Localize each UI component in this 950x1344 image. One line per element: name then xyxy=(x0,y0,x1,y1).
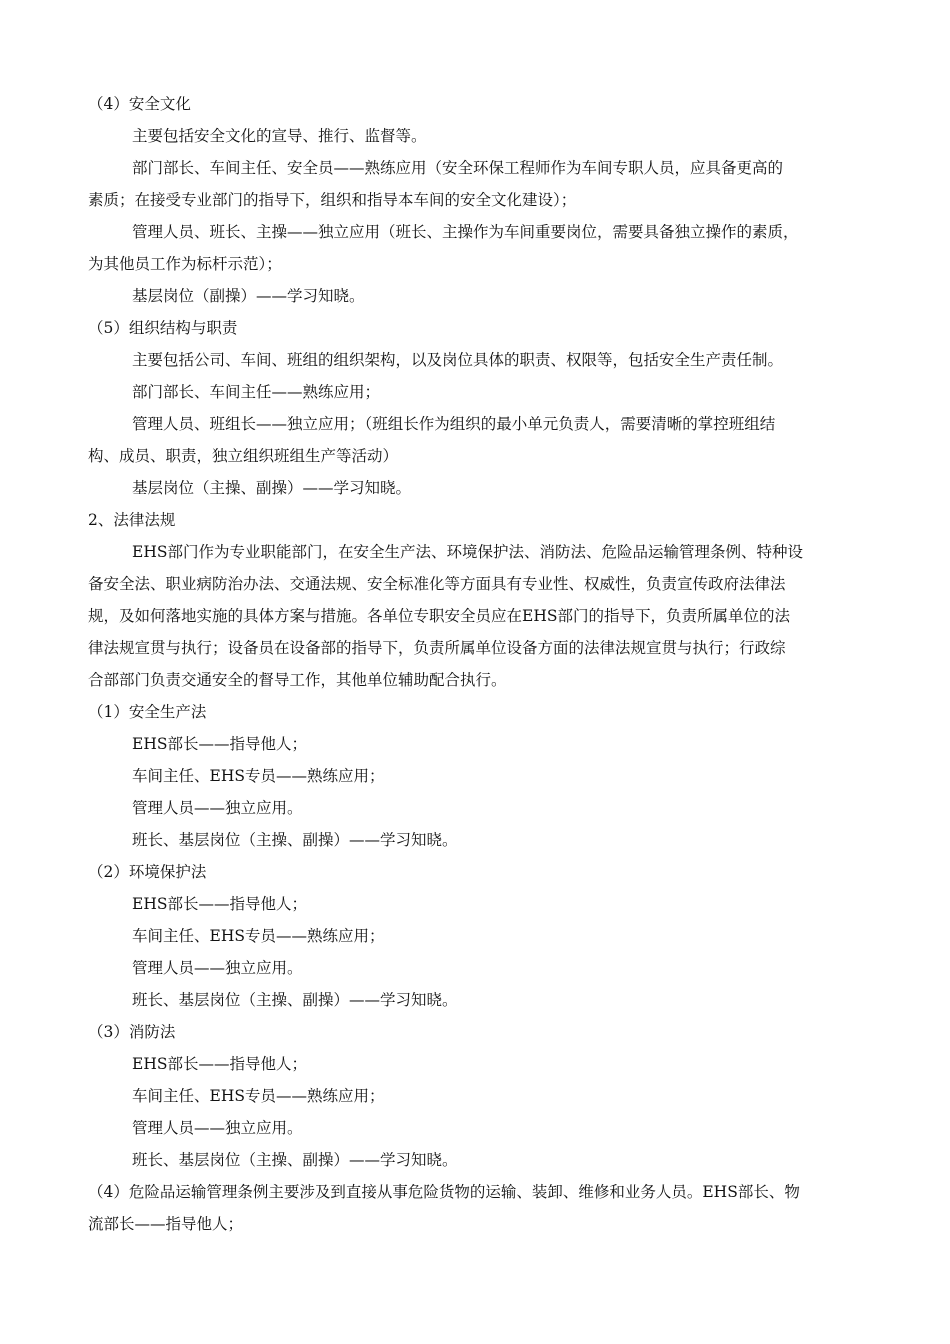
section-heading: 2、法律法规 xyxy=(88,511,176,529)
text-line: EHS部门作为专业职能部门，在安全生产法、环境保护法、消防法、危险品运输管理条例、特种设 xyxy=(132,543,803,561)
text-line: 车间主任、EHS专员——熟练应用； xyxy=(132,1087,385,1105)
text-line: 部门部长、车间主任、安全员——熟练应用（安全环保工程师作为车间专职人员，应具备更高的 xyxy=(132,159,784,177)
text-line: 基层岗位（主操、副操）——学习知晓。 xyxy=(132,479,412,497)
text-line: 车间主任、EHS专员——熟练应用； xyxy=(132,927,385,945)
section-heading: （2）环境保护法 xyxy=(88,863,207,881)
text-line: 班长、基层岗位（主操、副操）——学习知晓。 xyxy=(132,831,458,849)
text-line: 管理人员——独立应用。 xyxy=(132,799,303,817)
section-heading: （1）安全生产法 xyxy=(88,703,207,721)
text-line: 合部部门负责交通安全的督导工作，其他单位辅助配合执行。 xyxy=(88,671,507,689)
text-line: 为其他员工作为标杆示范）； xyxy=(88,255,282,273)
section-heading: （4）安全文化 xyxy=(88,95,191,113)
text-line: EHS部长——指导他人； xyxy=(132,735,307,753)
text-line: 管理人员——独立应用。 xyxy=(132,1119,303,1137)
text-line: 基层岗位（副操）——学习知晓。 xyxy=(132,287,365,305)
text-line: 管理人员——独立应用。 xyxy=(132,959,303,977)
text-line: 管理人员、班长、主操——独立应用（班长、主操作为车间重要岗位，需要具备独立操作的素质， xyxy=(132,223,799,241)
text-line: 规，及如何落地实施的具体方案与措施。各单位专职安全员应在EHS部门的指导下，负责所属单位的法 xyxy=(88,607,790,625)
text-line: 车间主任、EHS专员——熟练应用； xyxy=(132,767,385,785)
text-line: 构、成员、职责，独立组织班组生产等活动） xyxy=(88,447,399,465)
text-line: 律法规宣贯与执行；设备员在设备部的指导下，负责所属单位设备方面的法律法规宣贯与执行；行政综 xyxy=(88,639,786,657)
text-line: 班长、基层岗位（主操、副操）——学习知晓。 xyxy=(132,1151,458,1169)
text-line: EHS部长——指导他人； xyxy=(132,895,307,913)
text-line: 管理人员、班组长——独立应用；（班组长作为组织的最小单元负责人，需要清晰的掌控班组结 xyxy=(132,415,776,433)
text-line: 备安全法、职业病防治办法、交通法规、安全标准化等方面具有专业性、权威性，负责宣传政府法律法 xyxy=(88,575,786,593)
section-heading: （5）组织结构与职责 xyxy=(88,319,238,337)
section-heading: （3）消防法 xyxy=(88,1023,176,1041)
text-line: EHS部长——指导他人； xyxy=(132,1055,307,1073)
text-line: 部门部长、车间主任——熟练应用； xyxy=(132,383,381,401)
text-line: 素质；在接受专业部门的指导下，组织和指导本车间的安全文化建设）； xyxy=(88,191,577,209)
text-line: 主要包括安全文化的宣导、推行、监督等。 xyxy=(132,127,427,145)
text-line: 主要包括公司、车间、班组的组织架构，以及岗位具体的职责、权限等，包括安全生产责任制。 xyxy=(132,351,784,369)
text-line: 流部长——指导他人； xyxy=(88,1215,244,1233)
section-heading: （4）危险品运输管理条例主要涉及到直接从事危险货物的运输、装卸、维修和业务人员。EHS部长、物 xyxy=(88,1183,800,1201)
document-page xyxy=(88,88,868,1240)
text-line: 班长、基层岗位（主操、副操）——学习知晓。 xyxy=(132,991,458,1009)
